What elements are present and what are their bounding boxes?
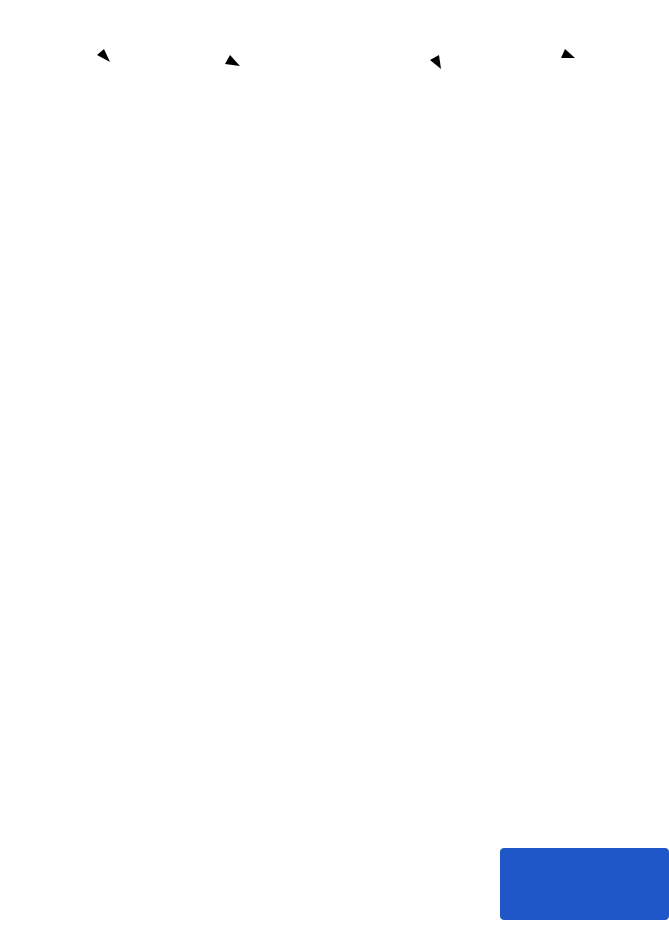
arrow-icon: [208, 48, 240, 66]
arrow-icon: [533, 40, 575, 58]
arrow-icon: [88, 38, 110, 62]
site-logo-watermark: [500, 848, 669, 920]
arrow-icon: [418, 32, 441, 69]
